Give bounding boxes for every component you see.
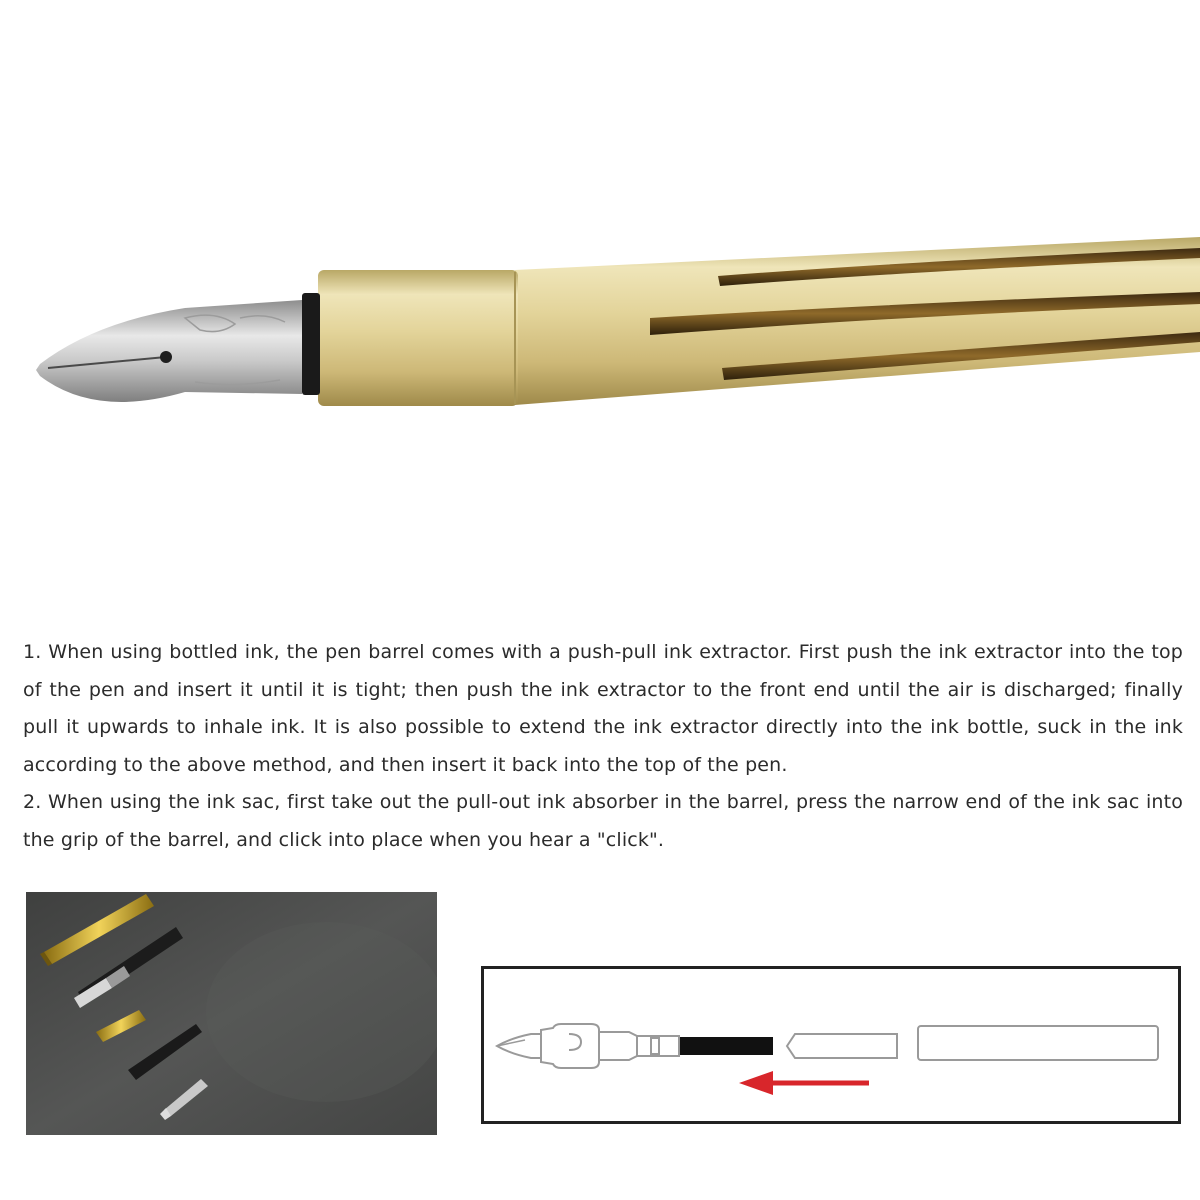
pen-nib — [36, 300, 302, 402]
instructions-text — [23, 634, 1183, 859]
ink-sac-assembly-diagram — [481, 966, 1181, 1124]
pen-black-ring — [302, 293, 320, 395]
disassembled-parts-photo — [26, 892, 437, 1135]
instruction-step-1: 1. When using bottled ink, the pen barrel comes with a push-pull ink extractor. First push the ink extractor into the top of the pen and insert it until it is tight; then push the ink extractor to the front end until the air is discharged; finally pull it upwards to inhale ink. It is also possible to extend the ink extractor directly into the ink bottle, suck in the ink according to the above method, and then insert it back into the top of the pen. — [23, 641, 1183, 776]
diagram-frame — [483, 968, 1180, 1123]
instruction-step-2: 2. When using the ink sac, first take out the pull-out ink absorber in the barrel, press the narrow end of the ink sac into the grip of the barrel, and click into place when you hear a "click". — [23, 791, 1183, 851]
ink-sac-drawing — [680, 1037, 773, 1055]
pen-grip-section — [318, 270, 518, 406]
pen-barrel — [510, 237, 1200, 405]
